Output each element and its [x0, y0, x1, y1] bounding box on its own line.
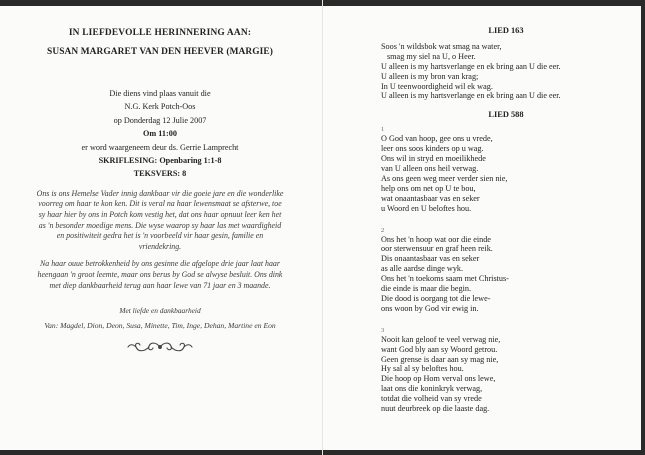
- tribute-line: Na haar ouue betrokkenheid by ons gesinne die afgelope drie jaar laat haar: [40, 259, 280, 269]
- signoff: Met liefde en dankbaarheid: [119, 306, 201, 316]
- hymn-line: Geen grense is daar aan sy mag nie,: [381, 354, 499, 364]
- service-details: [8, 87, 312, 181]
- tribute-line: heengaan 'n groot leemte, maar ons berus by God se alwyse besluit. Ons dink: [37, 270, 283, 279]
- tribute-line: met diep dankbaarheid terug aan haar lewe van 71 jaar en 3 maande.: [49, 280, 271, 290]
- hymn-line: oor sterwensuur en graf heen reik.: [381, 244, 493, 254]
- hymn-line: help ons om net op U te bou,: [381, 183, 476, 193]
- hymn-line: Ons het 'n toekoms saam met Christus-: [381, 274, 509, 284]
- scan-edge-right: [641, 0, 645, 455]
- tribute-line: Ons is ons Hemelse Vader innig dankbaar vir die goeie jare en die wonderlike: [36, 188, 284, 198]
- hymn-163-title: LIED 163: [488, 26, 524, 35]
- hymn-line: Hy sal al sy beloftes hou.: [381, 364, 464, 374]
- family-names: Van: Magdel, Dion, Deon, Susa, Minette, Tim, Inge, Dehan, Martine en Eon: [44, 321, 276, 331]
- hymn-line: totdat die volheid van sy vrede: [381, 394, 482, 404]
- hymn-line: As ons geen weg meer verder sien nie,: [381, 173, 508, 183]
- hymn-line: U alleen is my bron van krag;: [381, 71, 479, 81]
- service-line: N.G. Kerk Potch-Oos: [124, 102, 196, 112]
- hymn-line: Ons wil in stryd en moeilikhede: [381, 154, 486, 164]
- hymn-line: u Woord en U beloftes hou.: [381, 203, 472, 213]
- hymn-line: Die hoop op Hom verval ons lewe,: [381, 374, 496, 384]
- hymn-line: die einde is maar die begin.: [381, 284, 472, 294]
- tribute-line: en positiwiteit gedra het is 'n voorbeeld vir haar gesin, familie en: [56, 231, 264, 241]
- hymn-163-text: [381, 42, 631, 101]
- hymn-line: nuut deurbreek op die laaste dag.: [381, 404, 490, 414]
- right-page: [381, 26, 631, 414]
- hymn-588-verse-2: [381, 227, 631, 314]
- tribute-line: sy haar hier by ons in Potch kom vestig het, dat ons haar opnuut leer ken het: [38, 210, 282, 220]
- hymn-588-verse-1: [381, 126, 631, 213]
- service-line: op Donderdag 12 Julie 2007: [113, 115, 207, 125]
- hymn-line: wat onaantasbaar vas en seker: [381, 193, 480, 203]
- hymn-line: In U teenwoordigheid wil ek wag.: [381, 81, 493, 91]
- hymn-line: Dis onaantasbaar vas en seker: [381, 254, 480, 264]
- verse-number: 3: [381, 326, 385, 334]
- hymn-line: laat ons die koninkryk verwag,: [381, 384, 483, 394]
- page-fold: [322, 0, 323, 455]
- memorial-heading: IN LIEFDEVOLLE HERINNERING AAN:: [68, 28, 252, 38]
- hymn-line: O God van hoop, gee ons u vrede,: [381, 134, 493, 144]
- hymn-line: Nooit kan geloof te veel verwag nie,: [381, 334, 501, 344]
- service-time: Om 11:00: [143, 129, 177, 139]
- hymn-line: smag my siel na U, o Heer.: [387, 51, 476, 61]
- tribute-line: voorreg om haar te kon ken. Dit is veral na haar lewensmaat se afsterwe, toe: [38, 199, 282, 209]
- hymn-588-title: LIED 588: [488, 110, 524, 120]
- left-page: [8, 28, 312, 354]
- tribute-text: [8, 189, 312, 291]
- hymn-line: van U alleen ons heil verwag.: [381, 163, 479, 173]
- text-verse: TEKSVERS: 8: [133, 169, 187, 179]
- hymn-line: Ons het 'n hoop wat oor die einde: [381, 234, 491, 244]
- hymn-line: ons woon by God vir ewig in.: [381, 303, 479, 313]
- hymn-line: U alleen is my hartsverlange en ek bring aan U die eer.: [381, 61, 561, 71]
- hymn-line: Die dood is oorgang tot die lewe-: [381, 293, 491, 303]
- hymn-line: leer ons soos kinders op u wag.: [381, 144, 484, 154]
- verse-number: 1: [381, 126, 385, 134]
- hymn-line: U alleen is my hartsverlange en ek bring aan U die eer.: [381, 91, 561, 101]
- service-line: Die diens vind plaas vanuit die: [109, 89, 211, 98]
- deceased-name: SUSAN MARGARET VAN DEN HEEVER (MARGIE): [47, 47, 273, 57]
- hymn-line: want God bly aan sy Woord getrou.: [381, 344, 498, 354]
- tribute-paragraph-1: [8, 189, 312, 253]
- hymn-line: as alle aardse dinge wyk.: [381, 264, 464, 274]
- verse-number: 2: [381, 226, 385, 234]
- tribute-line: as 'n besonder moedige mens. Die wyse waarop sy haar las met waardigheid: [38, 220, 282, 230]
- hymn-588-verse-3: [381, 327, 631, 414]
- tribute-paragraph-2: [8, 259, 312, 291]
- scroll-flourish-icon: [125, 340, 195, 354]
- scripture-reading: SKRIFLESING: Openbaring 1:1-8: [98, 156, 222, 166]
- hymn-line: Soos 'n wildsbok wat smag na water,: [381, 41, 502, 51]
- service-line: er word waargeneem deur ds. Gerrie Lamprecht: [81, 142, 239, 152]
- tribute-line: vriendekring.: [138, 241, 182, 251]
